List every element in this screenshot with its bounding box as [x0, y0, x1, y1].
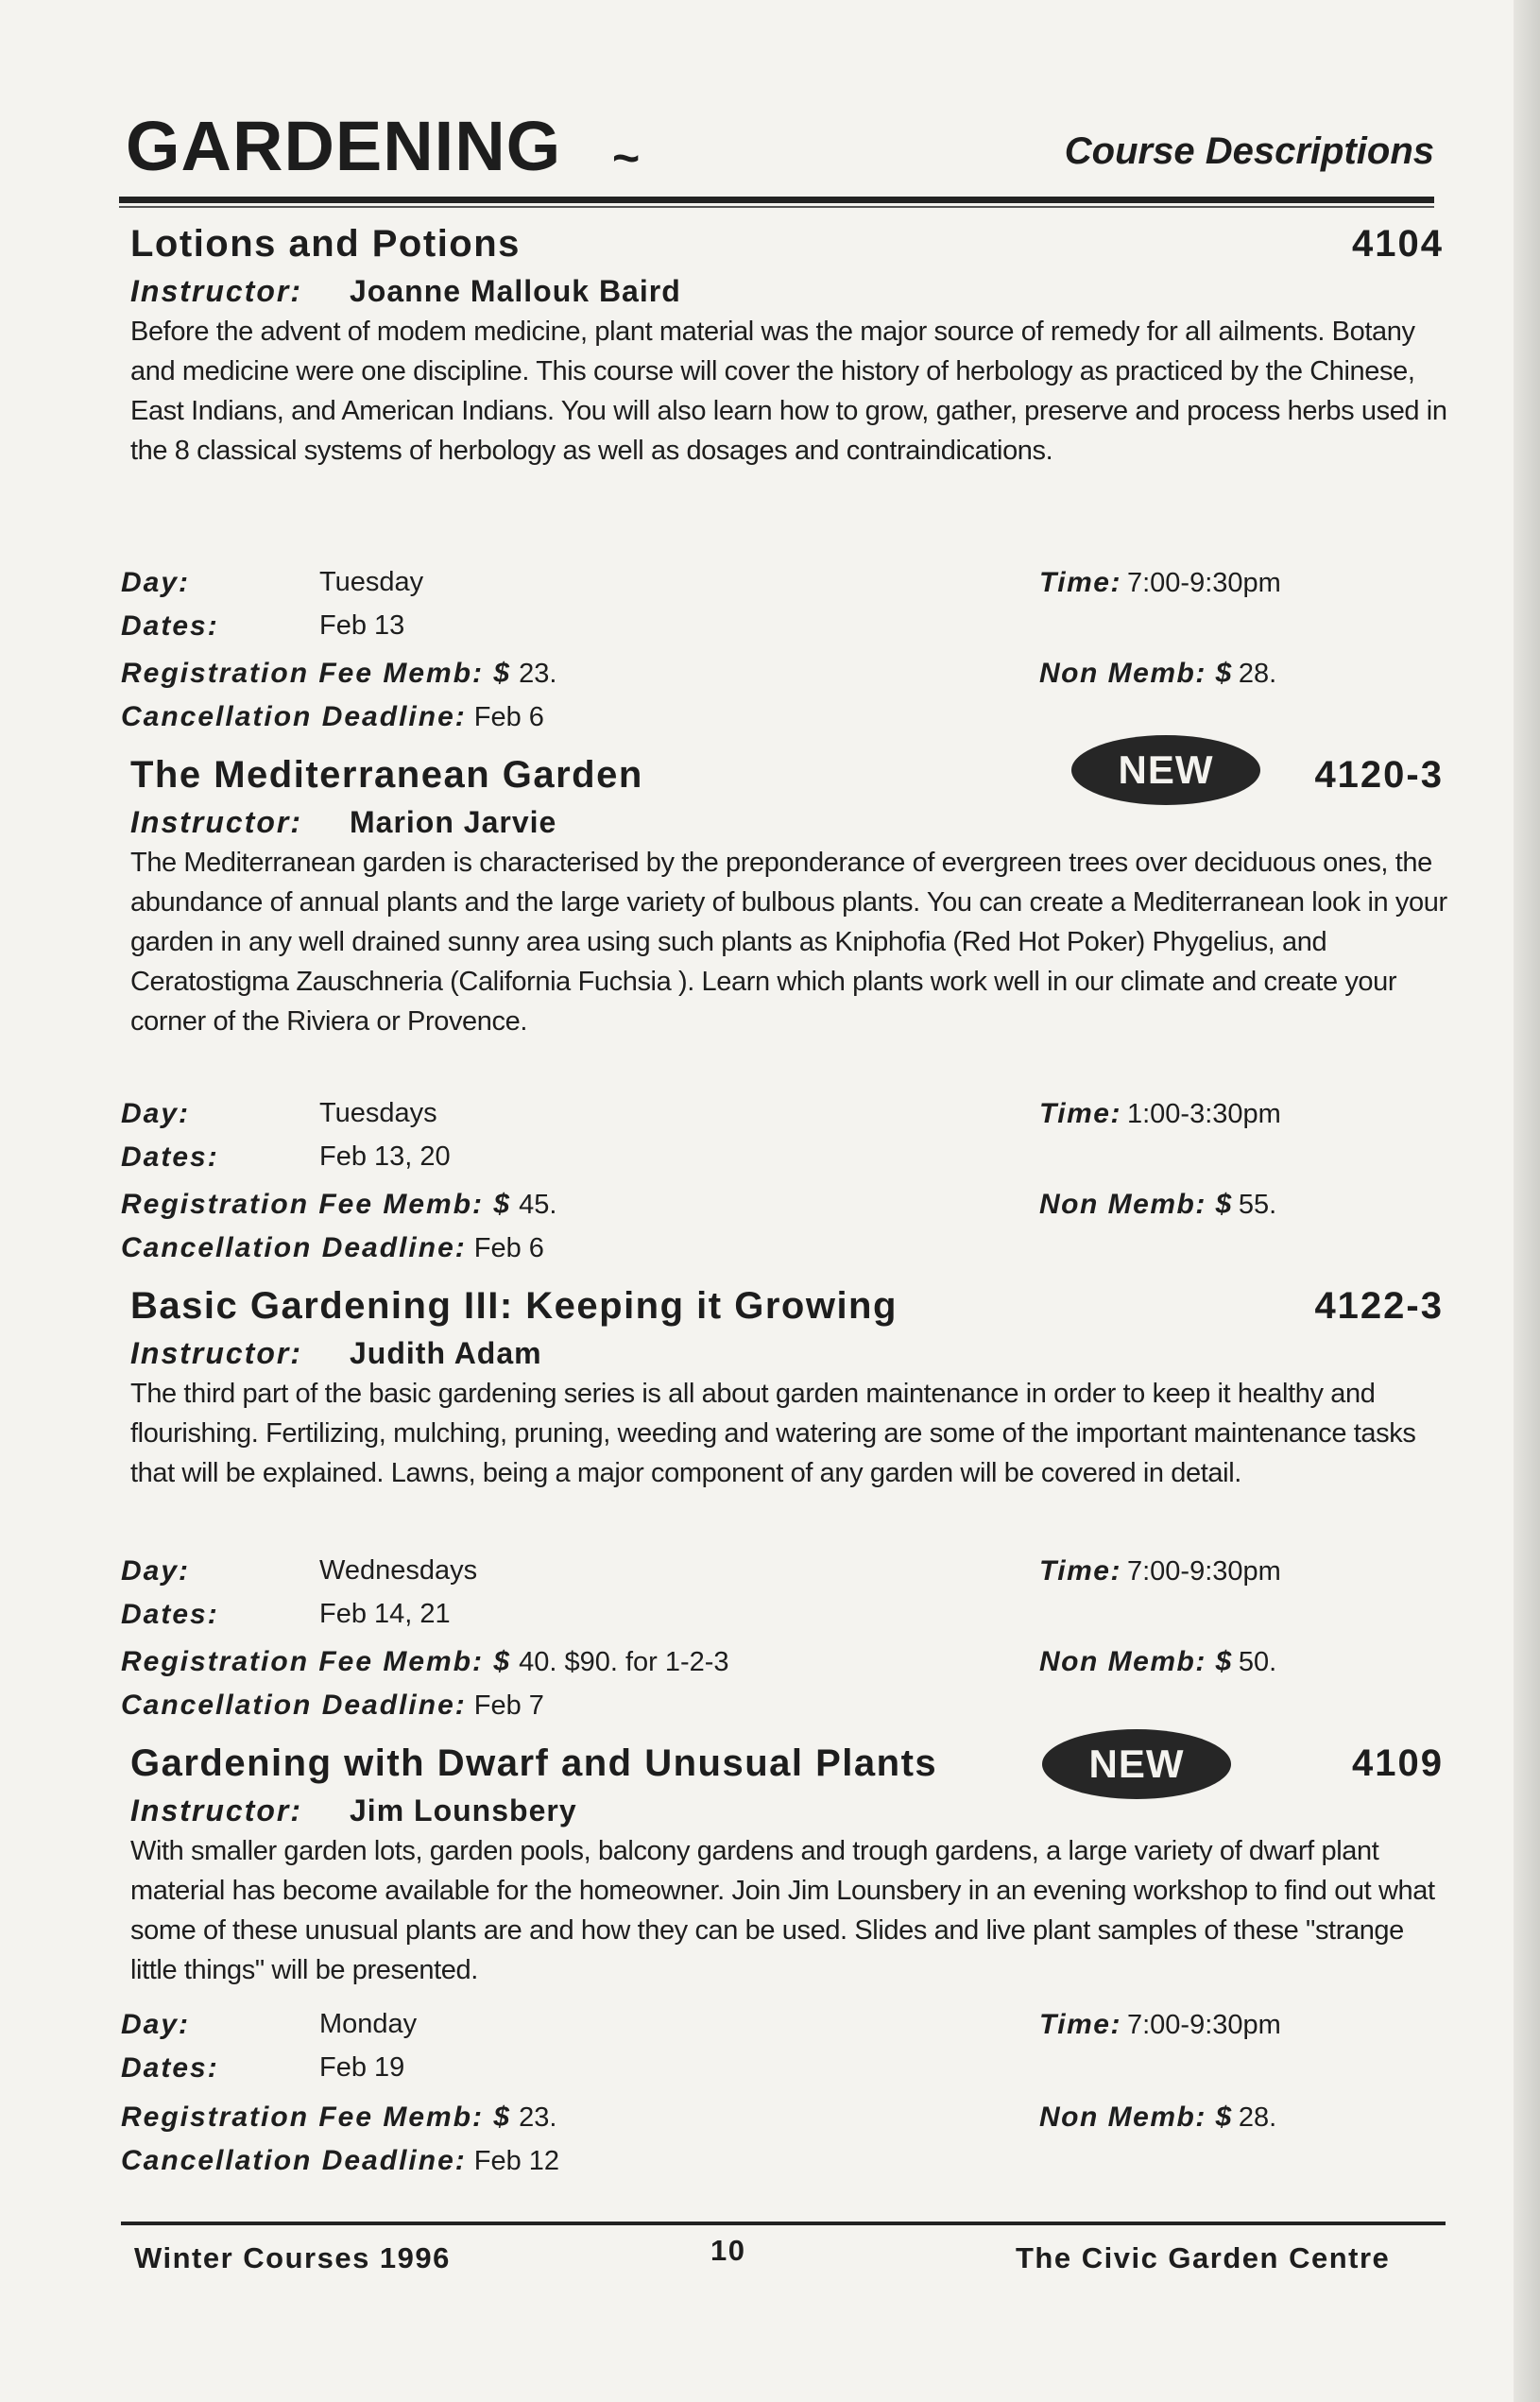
fee-memb-value: 45. — [519, 1190, 557, 1220]
day-value: Tuesday — [319, 567, 424, 597]
cancellation-label: Cancellation Deadline: — [121, 701, 467, 732]
dates-row — [121, 610, 405, 643]
time-label: Time: — [1039, 1555, 1121, 1587]
dates-label: Dates: — [121, 1599, 219, 1630]
cancellation-label: Cancellation Deadline: — [121, 1690, 467, 1721]
dates-value: Feb 19 — [319, 2052, 405, 2083]
footer-left: Winter Courses 1996 — [134, 2241, 451, 2274]
fee-memb-value: 40. $90. for 1-2-3 — [519, 1647, 729, 1677]
dates-value: Feb 14, 21 — [319, 1599, 451, 1629]
non-memb-label: Non Memb: $ — [1039, 1189, 1233, 1220]
instructor-label: Instructor: — [130, 1336, 302, 1370]
day-row — [121, 567, 424, 599]
day-label: Day: — [121, 1098, 191, 1129]
page-number: 10 — [710, 2234, 746, 2267]
time-value: 7:00-9:30pm — [1126, 1556, 1281, 1587]
day-label: Day: — [121, 2009, 191, 2040]
non-memb-value: 55. — [1238, 1190, 1277, 1220]
dates-label: Dates: — [121, 1141, 219, 1173]
time-label: Time: — [1039, 567, 1121, 598]
new-badge: NEW — [1042, 1729, 1231, 1799]
dates-value: Feb 13 — [319, 610, 405, 641]
instructor-label: Instructor: — [130, 274, 302, 308]
course-dwarf-unusual-plants — [121, 1742, 1444, 2196]
cancellation-row — [121, 2145, 559, 2177]
course-instructor — [130, 805, 556, 840]
cancellation-value: Feb 6 — [473, 1233, 544, 1263]
non-memb-row — [1039, 1189, 1276, 1221]
non-memb-row — [1039, 2102, 1276, 2134]
dates-row — [121, 1599, 451, 1631]
course-title: Lotions and Potions — [130, 223, 521, 265]
dates-label: Dates: — [121, 2052, 219, 2084]
cancellation-label: Cancellation Deadline: — [121, 1232, 467, 1263]
cancellation-row — [121, 701, 544, 733]
registration-row — [121, 658, 556, 690]
cancellation-row — [121, 1232, 544, 1264]
course-title: Gardening with Dwarf and Unusual Plants — [130, 1742, 938, 1784]
day-value: Tuesdays — [319, 1098, 437, 1128]
title-tilde: ~ — [612, 131, 641, 184]
time-row — [1039, 1098, 1281, 1130]
registration-row — [121, 1646, 729, 1678]
cancellation-row — [121, 1690, 544, 1722]
footer-right: The Civic Garden Centre — [1016, 2241, 1391, 2274]
cancellation-value: Feb 7 — [473, 1690, 544, 1721]
day-row — [121, 2009, 418, 2041]
course-instructor — [130, 274, 681, 309]
non-memb-label: Non Memb: $ — [1039, 658, 1233, 689]
course-description: Before the advent of modem medicine, plant material was the major source of remedy for all ailments. Botany and medicine were one discipline. This course will cover the history of herbology as practiced by the Chinese, East Indians, and American Indians. You will also learn how to grow, gather, preserve and process herbs used in the 8 classical systems of herbology as well as dosages and contraindications. — [130, 317, 1447, 466]
course-basic-gardening-iii — [121, 1285, 1444, 1739]
day-label: Day: — [121, 567, 191, 598]
day-value: Monday — [319, 2009, 418, 2039]
non-memb-value: 50. — [1238, 1647, 1277, 1677]
registration-label: Registration Fee Memb: $ — [121, 658, 512, 689]
course-title: Basic Gardening III: Keeping it Growing — [130, 1285, 898, 1327]
cancellation-value: Feb 12 — [473, 2146, 560, 2176]
cancellation-value: Feb 6 — [473, 702, 544, 732]
new-badge: NEW — [1071, 735, 1260, 805]
course-number: 4104 — [1352, 223, 1444, 265]
time-value: 7:00-9:30pm — [1126, 2010, 1281, 2040]
registration-label: Registration Fee Memb: $ — [121, 1189, 512, 1220]
non-memb-value: 28. — [1238, 659, 1277, 689]
course-lotions-and-potions — [121, 223, 1447, 733]
page-title: GARDENING — [126, 107, 562, 185]
time-row — [1039, 2009, 1281, 2041]
time-label: Time: — [1039, 2009, 1121, 2040]
instructor-name: Judith Adam — [350, 1336, 542, 1370]
non-memb-value: 28. — [1238, 2102, 1277, 2133]
course-mediterranean-garden — [121, 747, 1447, 1264]
day-label: Day: — [121, 1555, 191, 1587]
non-memb-label: Non Memb: $ — [1039, 1646, 1233, 1677]
fee-memb-value: 23. — [519, 659, 557, 689]
dates-row — [121, 2052, 405, 2085]
header-rule — [119, 197, 1434, 203]
registration-row — [121, 1189, 556, 1221]
cancellation-label: Cancellation Deadline: — [121, 2145, 467, 2176]
fee-memb-value: 23. — [519, 2102, 557, 2133]
time-row — [1039, 1555, 1281, 1587]
registration-label: Registration Fee Memb: $ — [121, 2102, 512, 2133]
course-description: The Mediterranean garden is characterised by the preponderance of evergreen trees over deciduous ones, the abundance of annual plants and the large variety of bulbous plants. You can create a Mediterranean look in your garden in any well drained sunny area using such plants as Kniphofia (Red Hot Poker) Phygelius, and Ceratostigma Zauschneria (California Fuchsia ). Learn which plants work well in our climate and create your corner of the Riviera or Provence. — [130, 848, 1447, 1037]
non-memb-label: Non Memb: $ — [1039, 2102, 1233, 2133]
course-description: With smaller garden lots, garden pools, balcony gardens and trough gardens, a large variety of dwarf plant material has become available for the homeowner. Join Jim Lounsbery in an evening workshop to find out what some of these unusual plants are and how they can be used. Slides and live plant samples of these "strange little things" will be presented. — [130, 1836, 1435, 1985]
course-instructor — [130, 1793, 577, 1828]
instructor-label: Instructor: — [130, 1793, 302, 1827]
page-subtitle: Course Descriptions — [1064, 130, 1434, 172]
instructor-name: Joanne Mallouk Baird — [350, 274, 681, 308]
course-description: The third part of the basic gardening series is all about garden maintenance in order to keep it healthy and flourishing. Fertilizing, mulching, pruning, weeding and watering are some of the important maintenance tasks that will be explained. Lawns, being a major component of any garden will be covered in detail. — [130, 1379, 1416, 1488]
instructor-label: Instructor: — [130, 805, 302, 839]
course-number: 4122-3 — [1314, 1285, 1444, 1327]
time-label: Time: — [1039, 1098, 1121, 1129]
instructor-name: Jim Lounsbery — [350, 1793, 577, 1827]
dates-label: Dates: — [121, 610, 219, 642]
instructor-name: Marion Jarvie — [350, 805, 557, 839]
time-value: 1:00-3:30pm — [1126, 1099, 1281, 1129]
day-value: Wednesdays — [319, 1555, 478, 1586]
course-title: The Mediterranean Garden — [130, 754, 643, 796]
day-row — [121, 1555, 478, 1587]
registration-label: Registration Fee Memb: $ — [121, 1646, 512, 1677]
non-memb-row — [1039, 658, 1276, 690]
footer-rule — [121, 2222, 1446, 2225]
dates-row — [121, 1141, 451, 1174]
header-rule-thin — [119, 206, 1434, 208]
non-memb-row — [1039, 1646, 1276, 1678]
registration-row — [121, 2102, 556, 2134]
day-row — [121, 1098, 437, 1130]
course-number: 4120-3 — [1314, 754, 1444, 796]
dates-value: Feb 13, 20 — [319, 1141, 451, 1172]
course-number: 4109 — [1352, 1742, 1444, 1784]
page-header — [121, 102, 1434, 197]
page-spine-shadow — [1514, 0, 1540, 2402]
course-instructor — [130, 1336, 542, 1371]
time-value: 7:00-9:30pm — [1126, 568, 1281, 598]
time-row — [1039, 567, 1281, 599]
